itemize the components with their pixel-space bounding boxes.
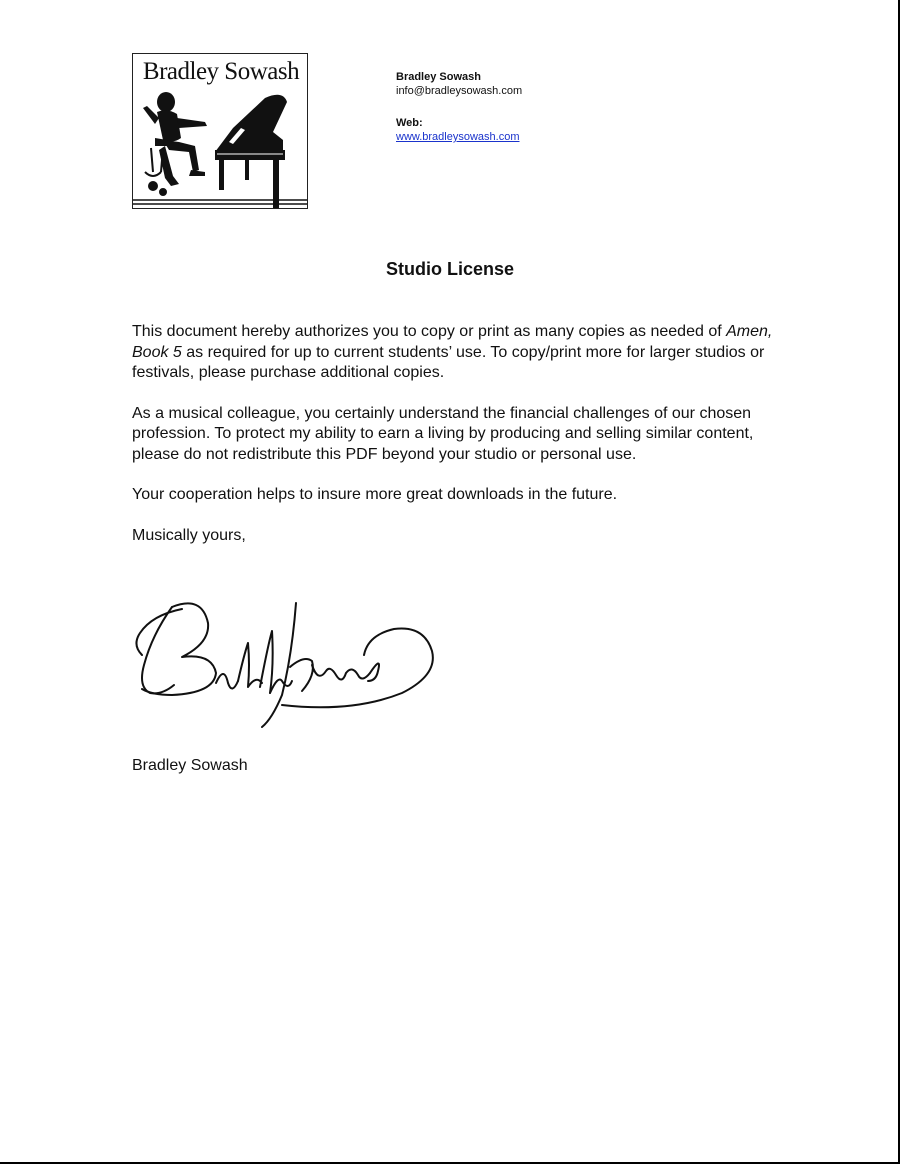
work-title: Amen, Book 5: [132, 323, 773, 361]
closing: Musically yours,: [132, 526, 246, 544]
website-link[interactable]: www.bradleysowash.com: [396, 131, 520, 143]
paragraph-colleague: As a musical colleague, you certainly understand the financial challenges of our chosen profession. To protect my ability to earn a living by producing and selling similar content, please do not redistribute this PDF beyond your studio or personal use.: [132, 404, 754, 463]
logo-name: Bradley Sowash: [142, 58, 300, 85]
logo: [132, 53, 308, 209]
paragraph-1-start: This document hereby authorizes you to copy or print as many copies as needed of: [132, 323, 727, 340]
handwritten-signature: [132, 595, 442, 735]
pianist-illustration: [133, 88, 308, 209]
paragraph-cooperation: Your cooperation helps to insure more great downloads in the future.: [132, 486, 618, 503]
signatory-name: Bradley Sowash: [132, 757, 248, 774]
document-body: [132, 322, 782, 566]
web-label: Web:: [396, 117, 423, 129]
contact-name: Bradley Sowash: [396, 71, 481, 83]
paragraph-authorization: [132, 322, 782, 384]
document-title: Studio License: [385, 259, 515, 279]
paragraph-1-end: as required for up to current students’ use. To copy/print more for larger studios or festivals, please purchase additional copies.: [132, 343, 765, 381]
contact-email: info@bradleysowash.com: [396, 85, 523, 97]
contact-block: [396, 70, 522, 144]
